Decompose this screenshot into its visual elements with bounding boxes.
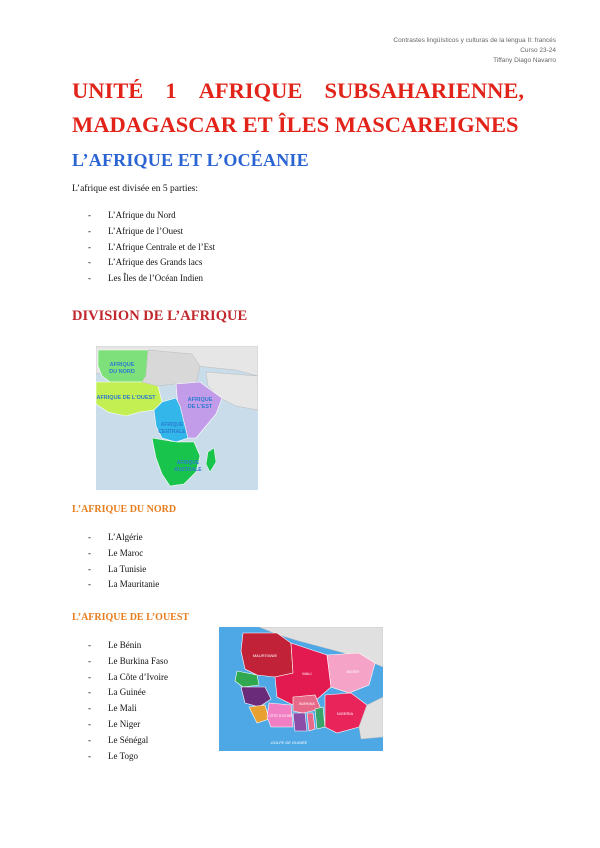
map-label-centrale: CENTRALE	[158, 429, 186, 435]
title-line-2: MADAGASCAR ET ÎLES MASCAREIGNES	[72, 112, 519, 137]
header-year: Curso 23-24	[520, 47, 556, 54]
list-item: - L’Afrique de l’Ouest	[88, 225, 184, 236]
list-item: - L’Algérie	[88, 532, 143, 542]
map-label-australe: AFRIQUE	[176, 460, 200, 466]
list-item: - L’Afrique Centrale et de l’Est	[88, 241, 216, 252]
heading-afrique-ouest: L’AFRIQUE DE L’OUEST	[72, 612, 190, 623]
map-label-cote-ivoire: CÔTE D'IVOIRE	[268, 714, 294, 718]
list-item: - La Mauritanie	[88, 579, 160, 590]
title-word: SUBSAHARIENNE,	[324, 78, 524, 103]
header-author: Tiffany Diago Navarro	[493, 57, 556, 64]
africa-divisions-map	[96, 346, 258, 490]
title-word: 1	[165, 78, 177, 103]
list-item: - L’Afrique des Grands lacs	[88, 257, 203, 268]
regions-list	[88, 208, 215, 287]
map-label-australe: AUSTRALE	[174, 467, 202, 473]
map-label-niger: NIGER	[346, 669, 360, 674]
nord-country-list	[88, 530, 159, 593]
map-label-nord: AFRIQUE	[109, 362, 135, 368]
page-header	[393, 36, 556, 66]
list-item: - Le Niger	[88, 718, 141, 729]
list-item: - Le Burkina Faso	[88, 655, 168, 666]
west-africa-map	[219, 627, 383, 751]
map-label-est: AFRIQUE	[187, 397, 213, 403]
header-course: Contrastes lingüísticos y culturas de la lengua II: francés	[393, 37, 556, 44]
map-label-burkina: BURKINA	[299, 702, 315, 706]
title-word: AFRIQUE	[198, 78, 303, 103]
list-item: - L’Afrique du Nord	[88, 210, 176, 220]
map-label-mali: MALI	[302, 671, 312, 676]
map-label-est: DE L'EST	[187, 404, 213, 410]
list-item: - Le Bénin	[88, 640, 142, 650]
list-item: - Le Mali	[88, 703, 137, 714]
map-label-centrale: AFRIQUE	[160, 422, 184, 428]
list-item: - Le Sénégal	[88, 734, 149, 745]
section-heading-afrique-oceanie: L’AFRIQUE ET L’OCÉANIE	[72, 150, 309, 170]
page-title	[72, 74, 524, 142]
list-item: - Le Togo	[88, 750, 138, 761]
map-label-mauritanie: MAURITANIE	[252, 653, 278, 658]
heading-afrique-nord: L’AFRIQUE DU NORD	[72, 504, 177, 515]
list-item: - Le Maroc	[88, 547, 144, 558]
list-item: - La Tunisie	[88, 563, 147, 574]
list-item: - La Guinée	[88, 687, 146, 698]
intro-paragraph: L’afrique est divisée en 5 parties:	[72, 184, 199, 194]
map-label-nord: DU NORD	[109, 369, 135, 375]
section-heading-division: DIVISION DE L’AFRIQUE	[72, 308, 248, 324]
list-item: - Les Îles de l’Océan Indien	[88, 273, 203, 284]
title-word: UNITÉ	[72, 78, 144, 103]
map-label-golfe: GOLFE DE GUINÉE	[270, 740, 308, 745]
list-item: - La Côte d’Ivoire	[88, 671, 168, 682]
map-label-ouest: AFRIQUE DE L'OUEST	[96, 395, 156, 401]
map-label-nigeria: NIGERIA	[336, 711, 354, 716]
ouest-country-list	[88, 638, 168, 764]
